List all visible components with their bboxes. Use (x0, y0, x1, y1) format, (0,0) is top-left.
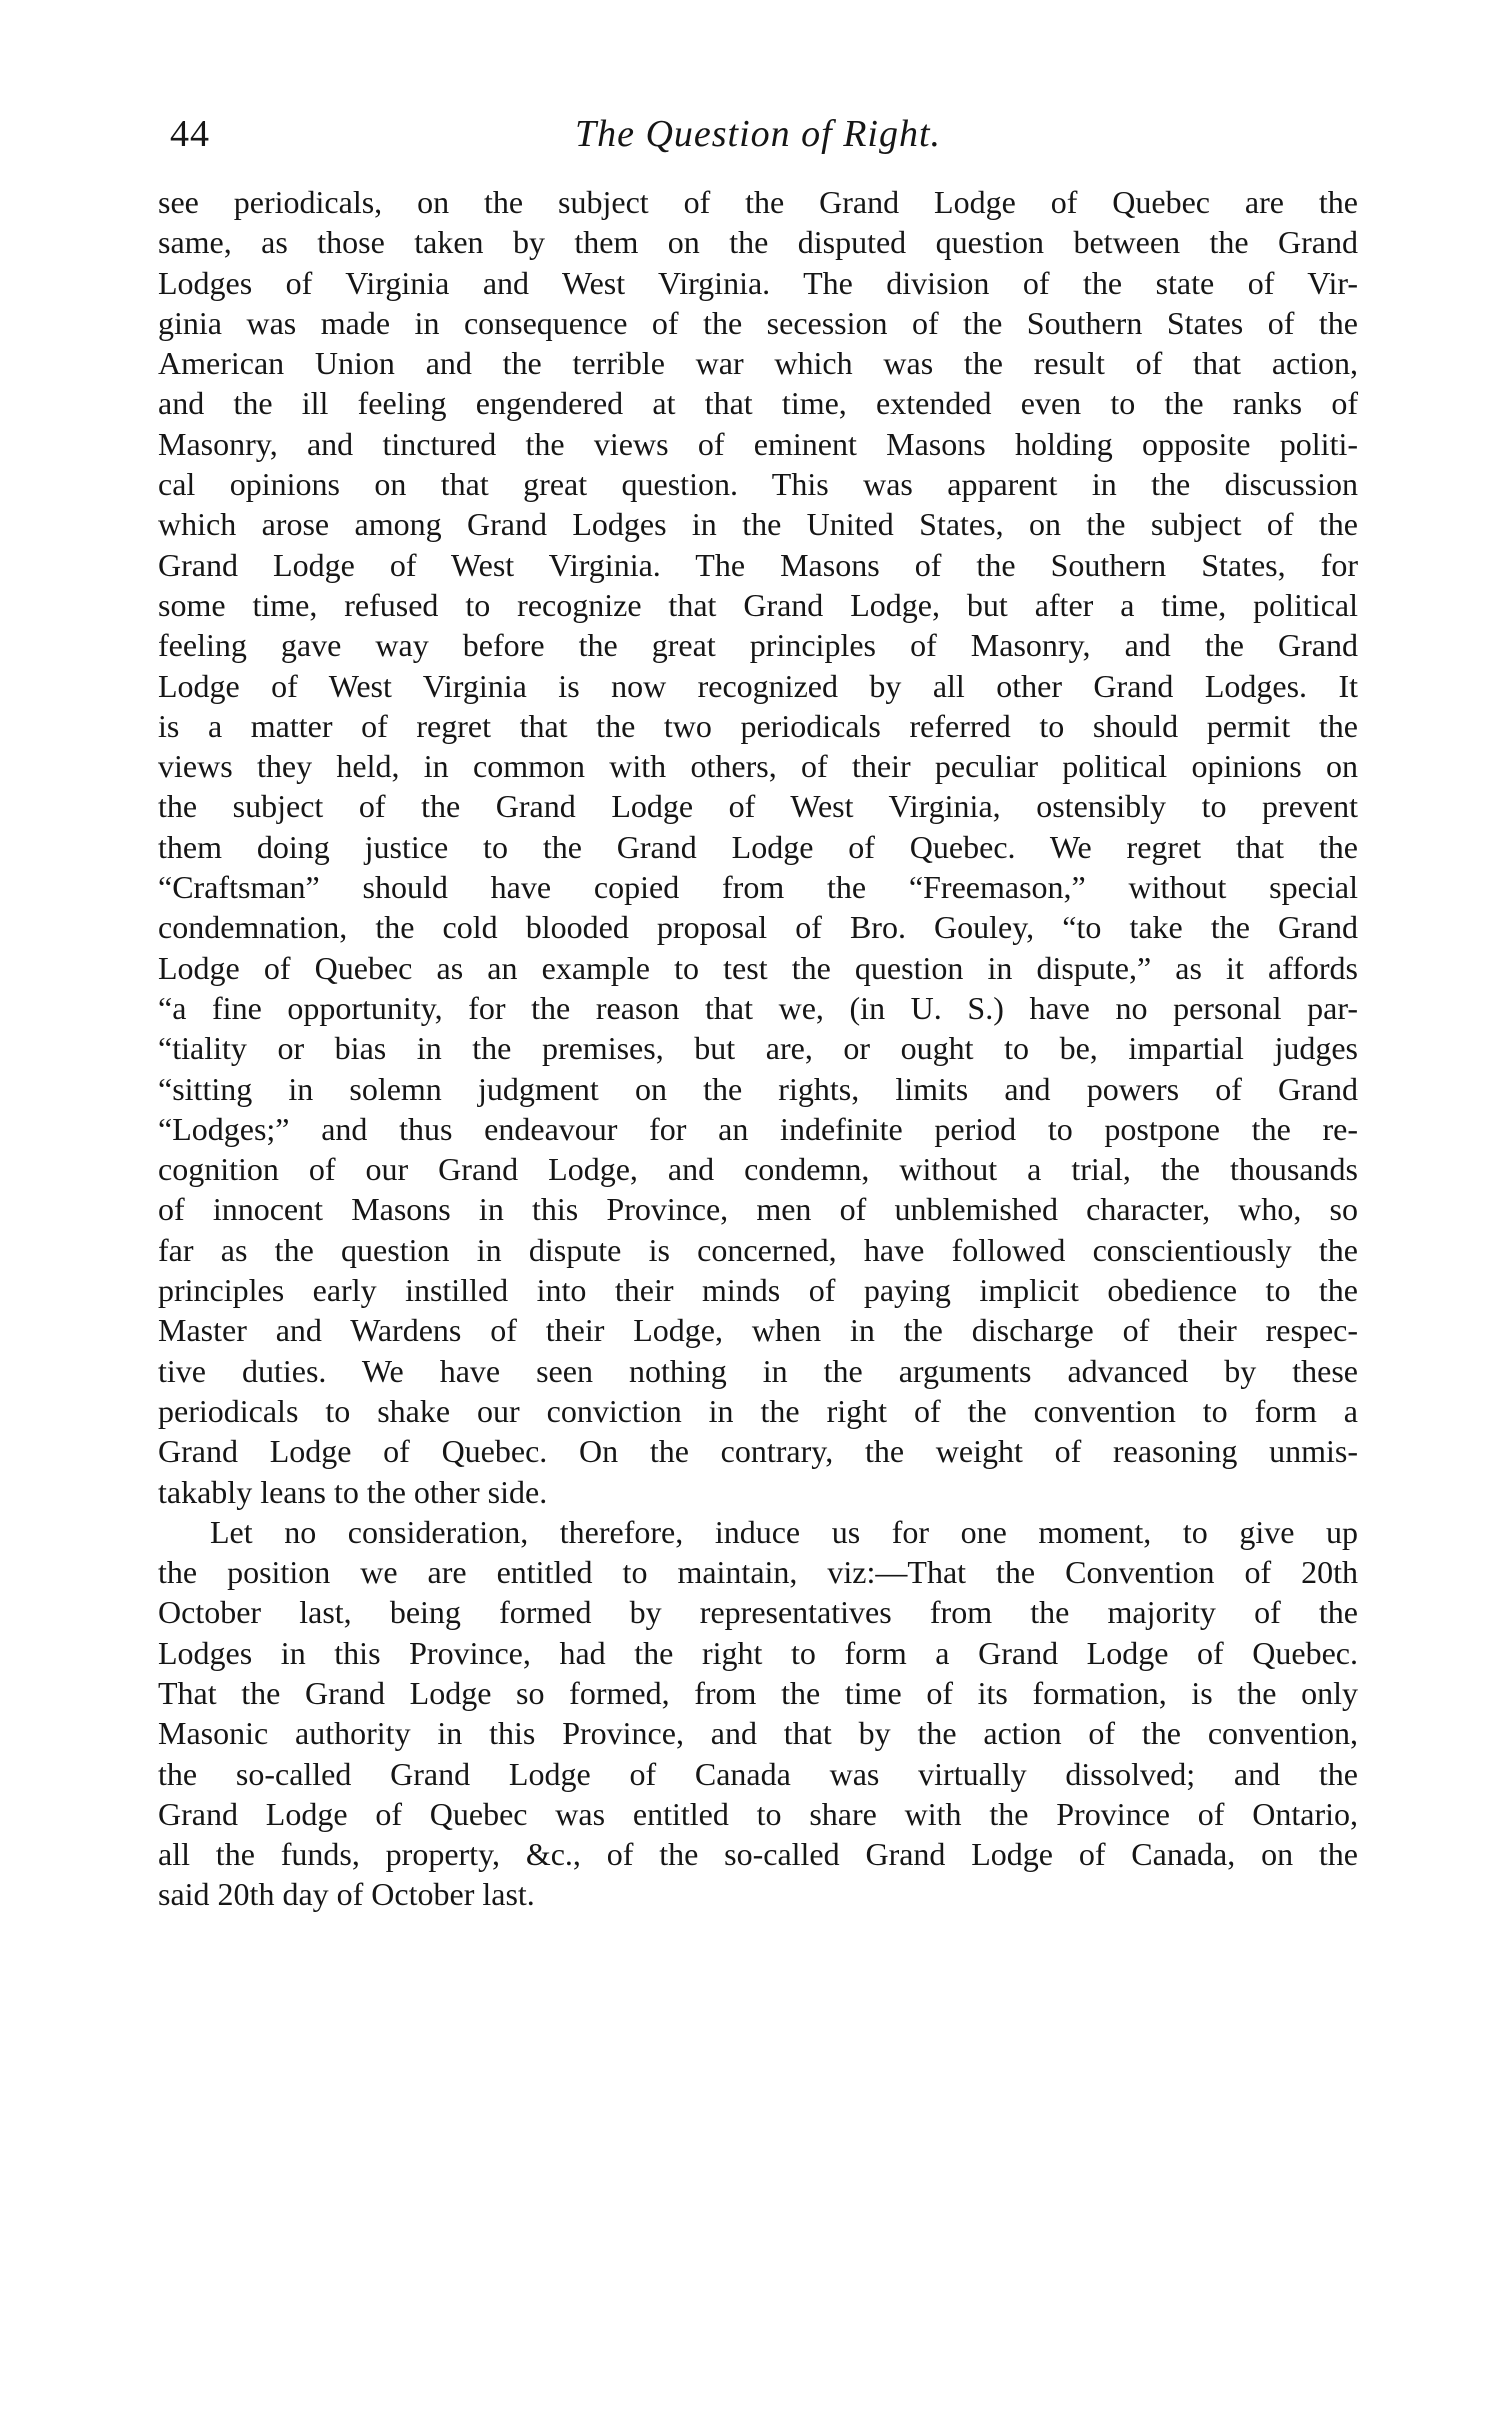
text-line: condemnation, the cold blooded proposal of Bro. Gouley, “to take the Grand (158, 909, 1358, 946)
text-line: American Union and the terrible war which was the result of that action, (158, 345, 1358, 382)
page-number: 44 (170, 113, 210, 155)
text-line: Lodge of West Virginia is now recognized by all other Grand Lodges. It (158, 667, 1358, 704)
text-line: the position we are entitled to maintain, viz:—That the Convention of 20th (158, 1554, 1358, 1591)
text-line: Lodge of Quebec as an example to test the question in dispute,” as it affords (158, 949, 1358, 986)
book-page (158, 112, 1358, 1915)
text-line: and the ill feeling engendered at that time, extended even to the ranks of (158, 385, 1358, 422)
text-line: Grand Lodge of Quebec was entitled to share with the Province of Ontario, (158, 1795, 1358, 1832)
text-line: Master and Wardens of their Lodge, when in the discharge of their respec- (158, 1312, 1358, 1349)
text-line: “Craftsman” should have copied from the “Freemason,” without special (158, 869, 1358, 906)
text-line: the so-called Grand Lodge of Canada was virtually dissolved; and the (158, 1755, 1358, 1792)
text-line: views they held, in common with others, of their peculiar political opinions on (158, 748, 1358, 785)
text-line: Let no consideration, therefore, induce us for one moment, to give up (210, 1513, 1358, 1550)
text-line: cognition of our Grand Lodge, and condemn, without a trial, the thousands (158, 1151, 1358, 1188)
text-line: principles early instilled into their minds of paying implicit obedience to the (158, 1272, 1358, 1309)
text-line: Lodges of Virginia and West Virginia. The division of the state of Vir- (158, 264, 1358, 301)
text-line: the subject of the Grand Lodge of West Virginia, ostensibly to prevent (158, 788, 1358, 825)
text-line: cal opinions on that great question. This was apparent in the discussion (158, 466, 1358, 503)
text-line: tive duties. We have seen nothing in the arguments advanced by these (158, 1352, 1358, 1389)
text-line: periodicals to shake our conviction in the right of the convention to form a (158, 1392, 1358, 1429)
paragraph-2 (158, 1512, 1358, 1915)
text-line: Masonic authority in this Province, and that by the action of the convention, (158, 1715, 1358, 1752)
text-line: Lodges in this Province, had the right to form a Grand Lodge of Quebec. (158, 1634, 1358, 1671)
text-line: Grand Lodge of Quebec. On the contrary, the weight of reasoning unmis- (158, 1433, 1358, 1470)
text-line: takably leans to the other side. (158, 1473, 548, 1510)
text-line: which arose among Grand Lodges in the United States, on the subject of the (158, 506, 1358, 543)
paragraph-1 (158, 182, 1358, 1512)
text-line: Grand Lodge of West Virginia. The Masons of the Southern States, for (158, 546, 1358, 583)
text-line: see periodicals, on the subject of the Grand Lodge of Quebec are the (158, 184, 1358, 220)
text-line: “Lodges;” and thus endeavour for an indefinite period to postpone the re- (158, 1110, 1358, 1147)
text-line: “sitting in solemn judgment on the rights, limits and powers of Grand (158, 1070, 1358, 1107)
text-line: October last, being formed by representatives from the majority of the (158, 1594, 1358, 1631)
text-line: That the Grand Lodge so formed, from the time of its formation, is the only (158, 1674, 1358, 1711)
text-line: “tiality or bias in the premises, but are, or ought to be, impartial judges (158, 1030, 1358, 1067)
running-head (158, 112, 1358, 174)
text-line: feeling gave way before the great principles of Masonry, and the Grand (158, 627, 1358, 664)
text-line: said 20th day of October last. (158, 1876, 535, 1913)
text-line: far as the question in dispute is concerned, have followed conscientiously the (158, 1231, 1358, 1268)
text-line: ginia was made in consequence of the secession of the Southern States of the (158, 304, 1358, 341)
text-line: them doing justice to the Grand Lodge of Quebec. We regret that the (158, 828, 1358, 865)
text-line: all the funds, property, &c., of the so-called Grand Lodge of Canada, on the (158, 1836, 1358, 1873)
text-line: some time, refused to recognize that Grand Lodge, but after a time, political (158, 586, 1358, 623)
text-line: is a matter of regret that the two periodicals referred to should permit the (158, 707, 1358, 744)
text-line: of innocent Masons in this Province, men of unblemished character, who, so (158, 1191, 1358, 1228)
text-line: Masonry, and tinctured the views of eminent Masons holding opposite politi- (158, 425, 1358, 462)
text-line: same, as those taken by them on the disputed question between the Grand (158, 224, 1358, 261)
running-title: The Question of Right. (574, 113, 942, 155)
text-line: “a fine opportunity, for the reason that we, (in U. S.) have no personal par- (158, 989, 1358, 1026)
body-text (158, 182, 1358, 1915)
